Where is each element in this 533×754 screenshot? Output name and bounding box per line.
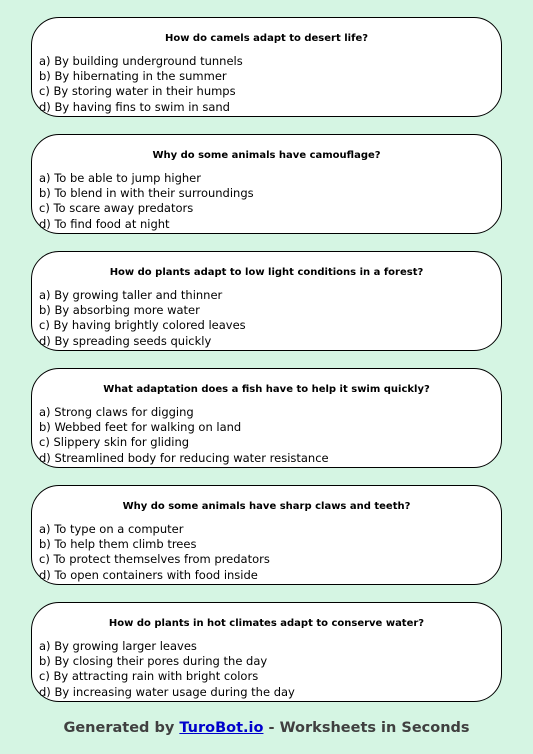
option-d: d) By increasing water usage during the day <box>39 684 295 699</box>
option-a: a) To be able to jump higher <box>39 171 201 185</box>
option-a: a) Strong claws for digging <box>39 405 194 419</box>
option-b: b) By hibernating in the summer <box>39 69 227 84</box>
question-text: How do camels adapt to desert life? <box>164 33 369 44</box>
question-text: How do plants in hot climates adapt to conserve water? <box>108 618 425 629</box>
option-b: b) By absorbing more water <box>39 303 200 318</box>
option-c: c) To protect themselves from predators <box>39 552 270 567</box>
option-a: a) By growing taller and thinner <box>39 288 223 302</box>
option-a: a) To type on a computer <box>39 522 184 536</box>
footer-suffix: - Worksheets in Seconds <box>263 720 470 736</box>
option-a: a) By building underground tunnels <box>39 54 243 68</box>
question-card-2 <box>31 134 502 234</box>
question-card-3 <box>31 251 502 351</box>
option-b: b) By closing their pores during the day <box>39 654 268 669</box>
question-text: What adaptation does a fish have to help it swim quickly? <box>103 384 430 395</box>
options-list <box>39 54 243 115</box>
question-text: Why do some animals have sharp claws and teeth? <box>122 501 411 512</box>
option-c: c) Slippery skin for gliding <box>39 435 190 450</box>
option-b: b) To blend in with their surroundings <box>39 186 254 201</box>
option-d: d) To find food at night <box>39 216 170 231</box>
question-card-1 <box>31 17 502 117</box>
brand-link[interactable]: TuroBot.io <box>179 720 264 736</box>
question-card-5 <box>31 485 502 585</box>
option-c: c) To scare away predators <box>39 201 194 216</box>
options-list <box>39 639 295 700</box>
question-text: How do plants adapt to low light conditions in a forest? <box>109 267 424 278</box>
question-card-6 <box>31 602 502 702</box>
question-card-4 <box>31 368 502 468</box>
option-b: b) To help them climb trees <box>39 537 197 552</box>
option-c: c) By storing water in their humps <box>39 84 236 99</box>
options-list <box>39 288 246 349</box>
question-text: Why do some animals have camouflage? <box>152 150 381 161</box>
option-d: d) By spreading seeds quickly <box>39 333 212 348</box>
option-d: d) To open containers with food inside <box>39 567 258 582</box>
option-d: d) Streamlined body for reducing water resistance <box>39 450 329 465</box>
option-c: c) By attracting rain with bright colors <box>39 669 259 684</box>
option-a: a) By growing larger leaves <box>39 639 197 653</box>
options-list <box>39 522 270 583</box>
option-b: b) Webbed feet for walking on land <box>39 420 242 435</box>
option-c: c) By having brightly colored leaves <box>39 318 246 333</box>
options-list <box>39 171 254 232</box>
footer <box>0 718 533 738</box>
footer-prefix: Generated by <box>63 720 180 736</box>
options-list <box>39 405 329 466</box>
option-d: d) By having fins to swim in sand <box>39 99 230 114</box>
